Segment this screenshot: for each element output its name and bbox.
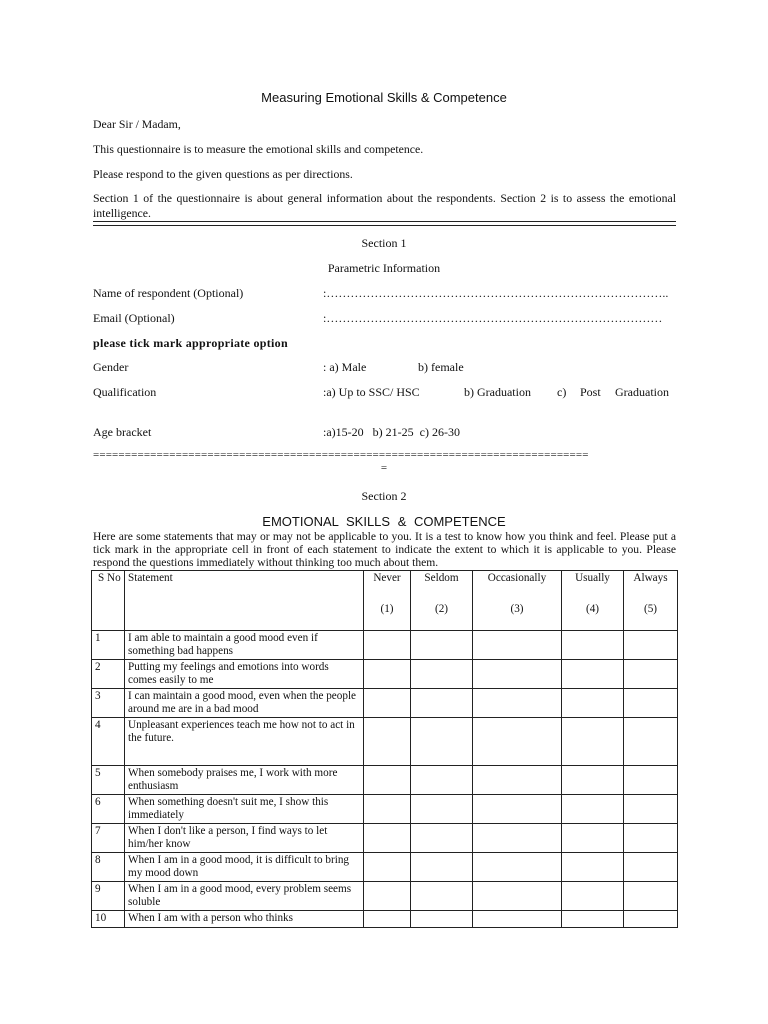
row-statement: I am able to maintain a good mood even if something bad happens [125, 631, 364, 660]
gender-label: Gender [93, 360, 129, 374]
name-label: Name of respondent (Optional) [93, 286, 244, 300]
header-seldom [411, 571, 473, 631]
header-occasionally [473, 571, 562, 631]
response-always[interactable] [624, 660, 678, 689]
response-never[interactable] [364, 853, 411, 882]
response-always[interactable] [624, 824, 678, 853]
table-row [92, 795, 678, 824]
response-never[interactable] [364, 660, 411, 689]
row-statement: When I am with a person who thinks [125, 911, 364, 928]
response-usually[interactable] [562, 631, 624, 660]
response-usually[interactable] [562, 766, 624, 795]
response-occasionally[interactable] [473, 882, 562, 911]
double-divider [93, 221, 676, 226]
response-occasionally[interactable] [473, 660, 562, 689]
response-seldom[interactable] [411, 631, 473, 660]
response-occasionally[interactable] [473, 631, 562, 660]
row-statement: When something doesn't suit me, I show this immediately [125, 795, 364, 824]
row-statement: When somebody praises me, I work with more enthusiasm [125, 766, 364, 795]
qualification-option-c-marker[interactable]: c) [557, 385, 567, 399]
row-number: 6 [92, 795, 125, 824]
response-seldom[interactable] [411, 911, 473, 928]
intro-line-1: This questionnaire is to measure the emotional skills and competence. [93, 142, 424, 156]
response-never[interactable] [364, 882, 411, 911]
row-number: 8 [92, 853, 125, 882]
response-usually[interactable] [562, 718, 624, 766]
intro-line-2: Please respond to the given questions as per directions. [93, 167, 353, 181]
response-never[interactable] [364, 824, 411, 853]
gender-option-female[interactable]: b) female [418, 360, 464, 374]
response-occasionally[interactable] [473, 689, 562, 718]
row-statement: Putting my feelings and emotions into words comes easily to me [125, 660, 364, 689]
table-row [92, 660, 678, 689]
questionnaire-table [91, 570, 678, 928]
response-always[interactable] [624, 631, 678, 660]
header-usually [562, 571, 624, 631]
response-never[interactable] [364, 718, 411, 766]
row-number: 7 [92, 824, 125, 853]
separator-tail: = [380, 462, 388, 474]
row-statement: When I am in a good mood, it is difficult to bring my mood down [125, 853, 364, 882]
row-number: 5 [92, 766, 125, 795]
row-statement: I can maintain a good mood, even when the people around me are in a bad mood [125, 689, 364, 718]
row-number: 2 [92, 660, 125, 689]
response-seldom[interactable] [411, 689, 473, 718]
response-always[interactable] [624, 766, 678, 795]
header-occasionally-number: (3) [510, 603, 524, 615]
separator-line: ============================================================================== [93, 449, 589, 461]
response-seldom[interactable] [411, 766, 473, 795]
response-occasionally[interactable] [473, 766, 562, 795]
response-occasionally[interactable] [473, 824, 562, 853]
intro-line-3: Section 1 of the questionnaire is about general information about the respondents. Section 2 is to assess the emotional intelligence. [93, 191, 676, 220]
row-number: 1 [92, 631, 125, 660]
response-usually[interactable] [562, 660, 624, 689]
table-header-row [92, 571, 678, 631]
row-number: 4 [92, 718, 125, 766]
response-occasionally[interactable] [473, 853, 562, 882]
tick-instruction: please tick mark appropriate option [93, 336, 288, 350]
table-row [92, 911, 678, 928]
response-always[interactable] [624, 718, 678, 766]
response-never[interactable] [364, 911, 411, 928]
row-statement: Unpleasant experiences teach me how not to act in the future. [125, 718, 364, 766]
response-never[interactable] [364, 689, 411, 718]
row-statement: When I don't like a person, I find ways to let him/her know [125, 824, 364, 853]
header-never-label: Never [373, 572, 401, 584]
response-always[interactable] [624, 882, 678, 911]
response-usually[interactable] [562, 824, 624, 853]
table-row [92, 766, 678, 795]
row-statement: When I am in a good mood, every problem seems soluble [125, 882, 364, 911]
gender-option-male[interactable]: : a) Male [323, 360, 367, 374]
header-statement: Statement [125, 571, 364, 631]
response-occasionally[interactable] [473, 911, 562, 928]
section-2-heading: Section 2 [361, 489, 407, 503]
header-always-number: (5) [643, 603, 658, 615]
header-always-label: Always [633, 572, 668, 584]
header-occasionally-label: Occasionally [487, 572, 547, 584]
qualification-option-graduation-post[interactable]: Graduation [615, 385, 669, 399]
response-usually[interactable] [562, 882, 624, 911]
table-row [92, 631, 678, 660]
table-row [92, 882, 678, 911]
email-field[interactable]: :………………………………………………………………………… [323, 311, 663, 325]
header-always [624, 571, 678, 631]
document-title: Measuring Emotional Skills & Competence [261, 90, 507, 105]
age-label: Age bracket [93, 425, 152, 439]
greeting: Dear Sir / Madam, [93, 117, 181, 131]
section-2-intro: Here are some statements that may or may not be applicable to you. It is a test to know how you think and feel. Please put a tick mark in the appropriate cell in front of each statement to indicate the extent to which it is applicable to you. Please respond the questions immediately without thinking too much about them. [93, 530, 676, 569]
response-seldom[interactable] [411, 882, 473, 911]
header-never-number: (1) [380, 603, 394, 615]
response-seldom[interactable] [411, 824, 473, 853]
response-always[interactable] [624, 853, 678, 882]
table-row [92, 824, 678, 853]
response-never[interactable] [364, 766, 411, 795]
qualification-option-graduation[interactable]: b) Graduation [464, 385, 531, 399]
response-occasionally[interactable] [473, 718, 562, 766]
header-never [364, 571, 411, 631]
section-1-heading: Section 1 [361, 236, 407, 250]
header-seldom-label: Seldom [424, 572, 459, 584]
header-sno: S No [92, 571, 125, 631]
response-usually[interactable] [562, 853, 624, 882]
qualification-label: Qualification [93, 385, 157, 399]
age-options[interactable]: :a)15-20 b) 21-25 c) 26-30 [323, 425, 460, 439]
header-seldom-number: (2) [434, 603, 449, 615]
email-label: Email (Optional) [93, 311, 175, 325]
header-usually-label: Usually [575, 572, 610, 584]
row-number: 9 [92, 882, 125, 911]
response-seldom[interactable] [411, 795, 473, 824]
qualification-option-ssc-hsc[interactable]: :a) Up to SSC/ HSC [323, 385, 420, 399]
response-always[interactable] [624, 911, 678, 928]
section-2-title: EMOTIONAL SKILLS & COMPETENCE [262, 514, 506, 529]
response-usually[interactable] [562, 911, 624, 928]
header-usually-number: (4) [585, 603, 600, 615]
response-never[interactable] [364, 631, 411, 660]
response-usually[interactable] [562, 795, 624, 824]
table-row [92, 718, 678, 766]
qualification-option-post[interactable]: Post [580, 385, 601, 399]
table-row [92, 853, 678, 882]
table-row [92, 689, 678, 718]
section-1-subheading: Parametric Information [327, 261, 441, 275]
response-seldom[interactable] [411, 853, 473, 882]
name-field[interactable]: :………………………………………………………………………….. [323, 286, 669, 300]
row-number: 10 [92, 911, 125, 928]
response-seldom[interactable] [411, 660, 473, 689]
response-usually[interactable] [562, 689, 624, 718]
row-number: 3 [92, 689, 125, 718]
response-always[interactable] [624, 795, 678, 824]
response-always[interactable] [624, 689, 678, 718]
response-never[interactable] [364, 795, 411, 824]
response-occasionally[interactable] [473, 795, 562, 824]
response-seldom[interactable] [411, 718, 473, 766]
